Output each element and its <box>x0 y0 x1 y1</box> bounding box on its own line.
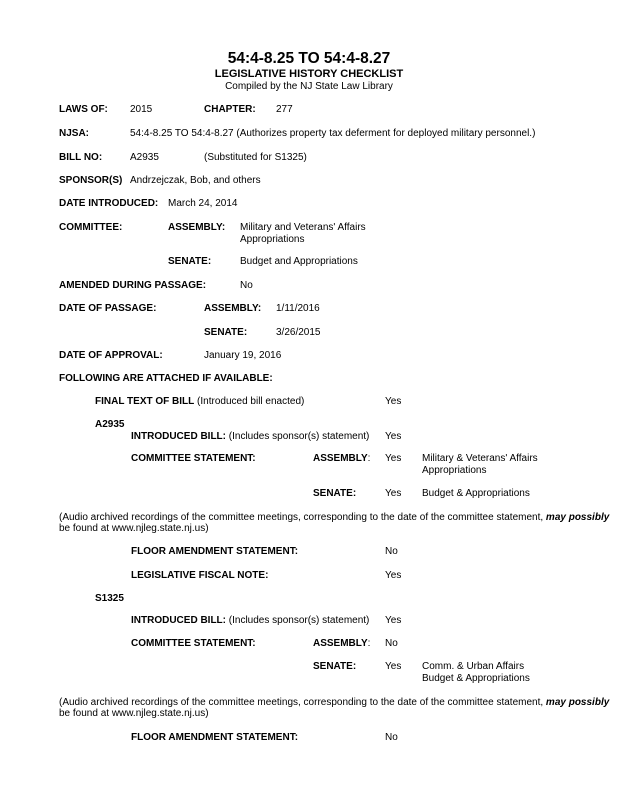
a2935-assembly-label: ASSEMBLY: <box>313 453 371 464</box>
laws-of-value: 2015 <box>130 104 153 115</box>
bill-no-label: BILL NO: <box>59 152 103 163</box>
njsa-label: NJSA: <box>59 128 90 139</box>
amended-label: AMENDED DURING PASSAGE: <box>59 280 207 291</box>
a2935-committee-statement-label: COMMITTEE STATEMENT: <box>131 453 256 464</box>
sponsor-value: Andrzejczak, Bob, and others <box>130 175 261 186</box>
s1325-senate-committee-2: Budget & Appropriations <box>422 673 530 684</box>
a2935-senate-label: SENATE: <box>313 488 357 499</box>
passage-senate-label: SENATE: <box>204 327 248 338</box>
page-title: 54:4-8.25 TO 54:4-8.27 <box>227 50 391 67</box>
passage-senate-value: 3/26/2015 <box>276 327 321 338</box>
s1325-floor-value: No <box>385 732 398 743</box>
committee-assembly-2: Appropriations <box>240 234 305 245</box>
audio-note-2-line-1: (Audio archived recordings of the committee meetings, corresponding to the date of the committee statement, may possibly <box>59 697 610 708</box>
audio-note-1-line-1: (Audio archived recordings of the committee meetings, corresponding to the date of the committee statement, may possibly <box>59 512 610 523</box>
date-introduced-label: DATE INTRODUCED: <box>59 198 159 209</box>
final-text-row <box>95 396 304 408</box>
audio-note-1-line-2: be found at www.njleg.state.nj.us) <box>59 523 209 534</box>
a2935-introduced-row <box>131 431 369 443</box>
a2935-assembly-committee-2: Appropriations <box>422 465 487 476</box>
a2935-senate-value: Yes <box>385 488 402 499</box>
s1325-introduced-value: Yes <box>385 615 402 626</box>
s1325-senate-committee-1: Comm. & Urban Affairs <box>422 661 525 672</box>
committee-label: COMMITTEE: <box>59 222 123 233</box>
s1325-introduced-label: INTRODUCED BILL: <box>131 615 226 626</box>
a2935-assembly-committee-1: Military & Veterans' Affairs <box>422 453 538 464</box>
s1325-assembly-value: No <box>385 638 398 649</box>
committee-assembly-label: ASSEMBLY: <box>168 222 226 233</box>
committee-senate-value: Budget and Appropriations <box>240 256 358 267</box>
bill-no-note: (Substituted for S1325) <box>204 152 307 163</box>
a2935-introduced-value: Yes <box>385 431 402 442</box>
chapter-label: CHAPTER: <box>204 104 256 115</box>
passage-label: DATE OF PASSAGE: <box>59 303 157 314</box>
bill-no-value: A2935 <box>130 152 159 163</box>
a2935-senate-committee: Budget & Appropriations <box>422 488 530 499</box>
s1325-bill-heading: S1325 <box>95 593 124 604</box>
amended-value: No <box>240 280 253 291</box>
s1325-assembly-label: ASSEMBLY: <box>313 638 371 649</box>
njsa-value: 54:4-8.25 TO 54:4-8.27 (Authorizes property tax deferment for deployed military personnel.) <box>130 128 536 139</box>
sponsor-label: SPONSOR(S) <box>59 175 123 186</box>
a2935-introduced-note: (Includes sponsor(s) statement) <box>228 431 370 442</box>
a2935-bill-heading: A2935 <box>95 419 125 430</box>
s1325-introduced-row <box>131 615 369 627</box>
a2935-fiscal-value: Yes <box>385 570 402 581</box>
passage-assembly-value: 1/11/2016 <box>276 303 320 314</box>
s1325-senate-label: SENATE: <box>313 661 357 672</box>
passage-assembly-label: ASSEMBLY: <box>204 303 262 314</box>
attached-heading: FOLLOWING ARE ATTACHED IF AVAILABLE: <box>59 373 273 384</box>
approval-label: DATE OF APPROVAL: <box>59 350 163 361</box>
a2935-introduced-label: INTRODUCED BILL: <box>131 431 226 442</box>
chapter-value: 277 <box>276 104 293 115</box>
a2935-floor-value: No <box>385 546 398 557</box>
s1325-senate-value: Yes <box>385 661 402 672</box>
final-text-note: (Introduced bill enacted) <box>197 396 305 407</box>
s1325-floor-label: FLOOR AMENDMENT STATEMENT: <box>131 732 299 743</box>
laws-of-label: LAWS OF: <box>59 104 108 115</box>
approval-value: January 19, 2016 <box>204 350 282 361</box>
a2935-fiscal-label: LEGISLATIVE FISCAL NOTE: <box>131 570 269 581</box>
date-introduced-value: March 24, 2014 <box>168 198 238 209</box>
audio-note-2-line-2: be found at www.njleg.state.nj.us) <box>59 708 209 719</box>
committee-assembly-1: Military and Veterans' Affairs <box>240 222 366 233</box>
final-text-label: FINAL TEXT OF BILL <box>95 396 195 407</box>
page-subtitle: LEGISLATIVE HISTORY CHECKLIST <box>214 68 404 80</box>
final-text-value: Yes <box>385 396 402 407</box>
a2935-assembly-value: Yes <box>385 453 402 464</box>
a2935-floor-label: FLOOR AMENDMENT STATEMENT: <box>131 546 299 557</box>
s1325-committee-statement-label: COMMITTEE STATEMENT: <box>131 638 256 649</box>
s1325-introduced-note: (Includes sponsor(s) statement) <box>228 615 370 626</box>
compiled-by: Compiled by the NJ State Law Library <box>225 81 393 92</box>
committee-senate-label: SENATE: <box>168 256 212 267</box>
